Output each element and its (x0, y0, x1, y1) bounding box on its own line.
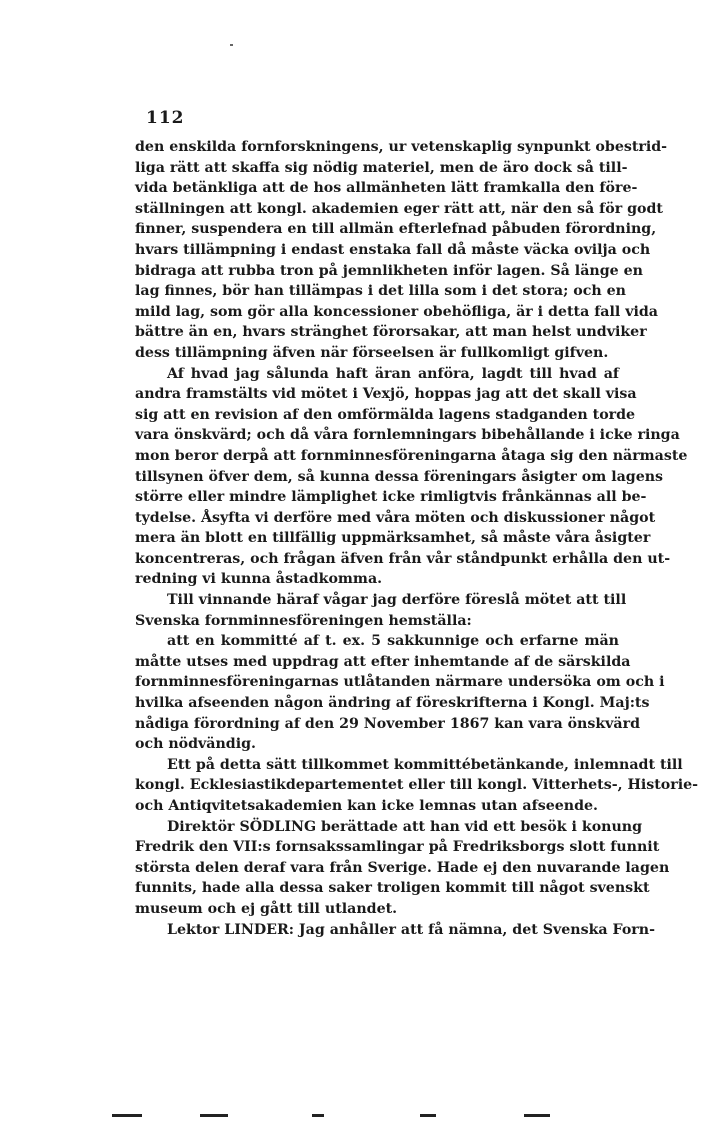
scan-edge-mark (200, 1114, 228, 1117)
text-line: lag finnes, bör han tillämpas i det lilla som i det stora; och en (135, 283, 626, 300)
text-line: liga rätt att skaffa sig nödig materiel, men de äro dock så till- (135, 159, 628, 176)
body-text (135, 137, 699, 940)
text-line: den enskilda fornforskningens, ur vetenskaplig synpunkt obestrid- (135, 139, 668, 155)
text-line: koncentreras, och frågan äfven från vår ståndpunkt erhålla den ut- (135, 550, 671, 567)
text-line: bättre än en, hvars stränghet förorsakar, att man helst undviker (135, 324, 647, 341)
text-line: sig att en revision af den omförmälda lagens stadganden torde (135, 406, 636, 423)
text-line: redning vi kunna åstadkomma. (135, 571, 383, 588)
text-line: mild lag, som gör alla koncessioner obehöfliga, är i detta fall vida (135, 303, 658, 320)
text-line: hvilka afseenden någon ändring af föreskrifterna i Kongl. Maj:ts (135, 695, 650, 712)
text-line: mera än blott en tillfällig uppmärksamhet, så måste våra åsigter (135, 530, 651, 547)
text-line: Af hvad jag sålunda haft äran anföra, lagdt till hvad af (167, 365, 619, 382)
text-line: vara önskvärd; och då våra fornlemningars bibehållande i icke ringa (135, 427, 680, 444)
text-line: funnits, hade alla dessa saker troligen kommit till något svenskt (135, 880, 650, 897)
text-line: och nödvändig. (135, 736, 256, 753)
text-line: måtte utses med uppdrag att efter inhemtande af de särskilda (135, 653, 631, 670)
text-line: museum och ej gått till utlandet. (135, 900, 398, 917)
text-line: dess tillämpning äfven när förseelsen är fullkomligt gifven. (135, 344, 609, 361)
text-line: hvars tillämpning i endast enstaka fall då måste väcka ovilja och (135, 241, 651, 258)
text-line: tillsynen öfver dem, så kunna dessa föreningars åsigter om lagens (135, 468, 664, 485)
text-line: Ett på detta sätt tillkommet kommittébetänkande, inlemnadt till (167, 756, 683, 773)
text-line: Direktör SÖDLING berättade att han vid ett besök i konung (167, 818, 643, 835)
text-line: Lektor LINDER: Jag anhåller att få nämna, det Svenska Forn- (167, 921, 655, 938)
text-line: att en kommitté af t. ex. 5 sakkunnige och erfarne män (167, 633, 619, 650)
scan-edge-mark (420, 1114, 436, 1117)
scan-edge-mark (524, 1114, 550, 1117)
text-line: nådiga förordning af den 29 November 1867 kan vara önskvärd (135, 715, 641, 732)
page-number: 112 (146, 108, 185, 128)
scan-edge-mark (312, 1114, 324, 1117)
text-line: bidraga att rubba tron på jemnlikheten inför lagen. Så länge en (135, 262, 643, 279)
text-line: Svenska fornminnesföreningen hemställa: (135, 612, 472, 629)
text-line: finner, suspendera en till allmän efterlefnad påbuden förordning, (135, 221, 657, 238)
text-line: kongl. Ecklesiastikdepartementet eller till kongl. Vitterhets-, Historie- (135, 777, 699, 794)
text-line: Fredrik den VII:s fornsakssamlingar på Fredriksborgs slott funnit (135, 839, 660, 856)
text-line: största delen deraf vara från Sverige. Hade ej den nuvarande lagen (135, 859, 670, 876)
scan-edge-mark (112, 1114, 142, 1117)
text-line: större eller mindre lämplighet icke rimligtvis frånkännas all be- (135, 489, 647, 506)
text-line: och Antiqvitetsakademien kan icke lemnas utan afseende. (135, 798, 598, 814)
text-line: ställningen att kongl. akademien eger rätt att, när den så för godt (135, 200, 663, 217)
text-line: fornminnesföreningarnas utlåtanden närmare undersöka om och i (135, 674, 665, 691)
speck (230, 44, 233, 46)
text-line: mon beror derpå att fornminnesföreningarna åtaga sig den närmaste (135, 447, 688, 464)
text-line: andra framstälts vid mötet i Vexjö, hoppas jag att det skall visa (135, 386, 637, 403)
text-line: tydelse. Åsyfta vi derföre med våra möten och diskussioner något (135, 509, 656, 526)
text-line: vida betänkliga att de hos allmänheten lätt framkalla den före- (135, 180, 638, 197)
text-line: Till vinnande häraf vågar jag derföre föreslå mötet att till (167, 592, 627, 609)
